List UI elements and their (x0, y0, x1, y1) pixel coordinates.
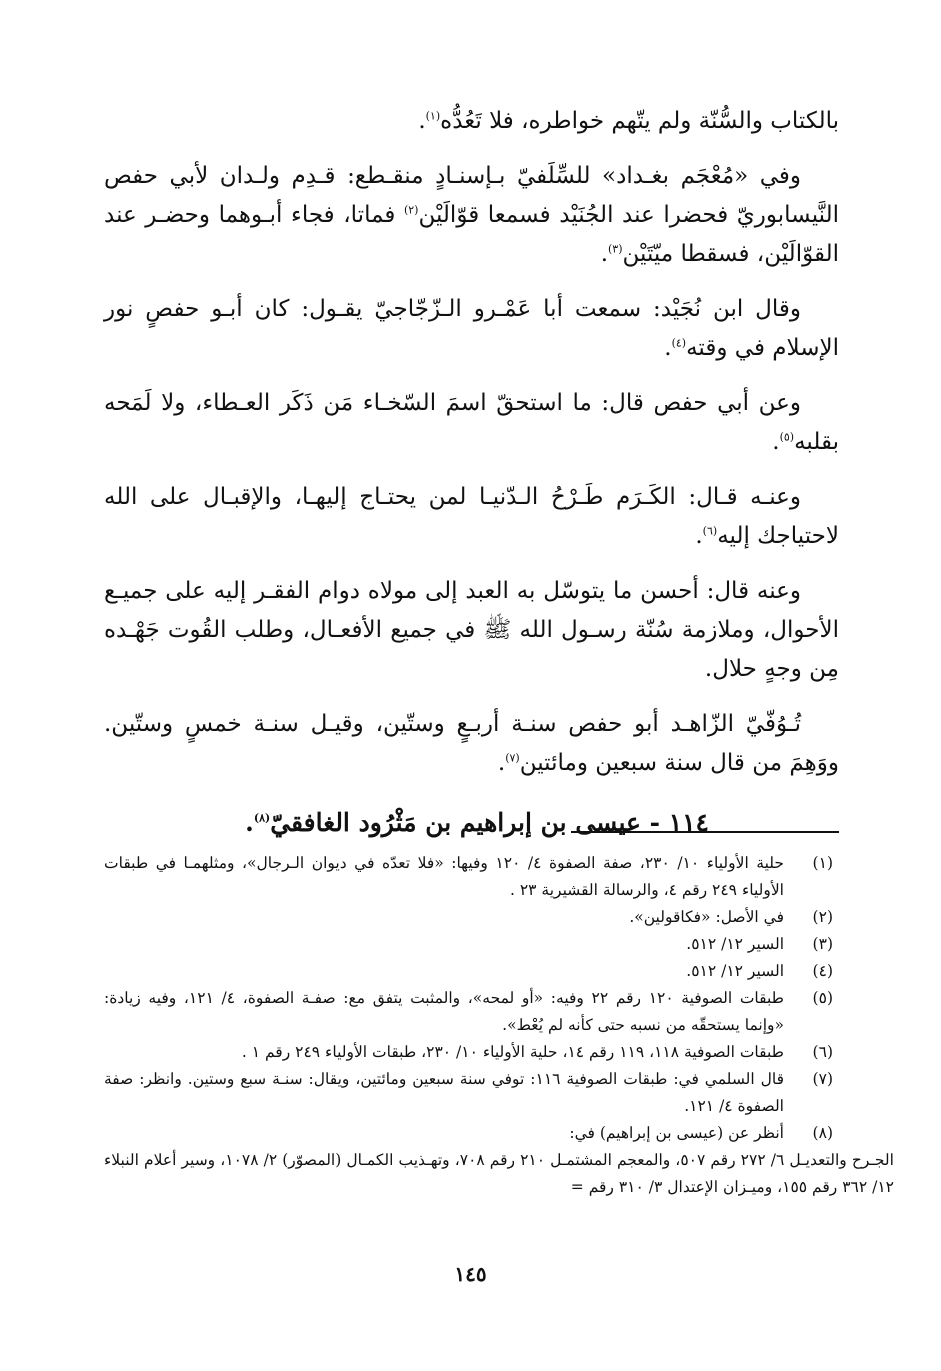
footnote-8-continuation: الجـرح والتعديـل ٦/ ٢٧٢ رقم ٥٠٧، والمعجم المشتمـل ٢١٠ رقم ٧٠٨، وتهـذيب الكمـال (المصوّر) ٢/ ١٠٧٨، وسير أعلام النبلاء ١٢/ ٣٦٢ رقم ١٥٥، وميـزان الإعتدال ٣/ ٣١٠ رقم = (104, 1151, 894, 1196)
paragraph-text: بالكتاب والسُّنّة ولم يتّهم خواطره، فلا تَعُدُّه (440, 108, 839, 134)
page-number: ١٤٥ (454, 1262, 487, 1286)
paragraph-text: وعن أبي حفص قال: ما استحقّ اسمَ السّخـاء مَن ذَكَر العـطاء، ولا لَمَحه بقلبه (104, 390, 839, 455)
paragraph-1 (104, 102, 839, 141)
footnote-text: السير ١٢/ ٥١٢. (686, 935, 784, 953)
paragraph-2 (104, 157, 839, 274)
paragraph-text: تُـوُفّيّ الزّاهـد أبو حفص سنـة أربـعٍ وستّين، وقيـل سنـة خمسٍ وستّين. ووَهِمَ من قال سنة سبعين ومائتين (104, 711, 839, 776)
footnote-7 (104, 1066, 839, 1120)
footnote-number: (١) (812, 854, 833, 872)
footnote-number: (٥) (812, 989, 833, 1007)
footnote-separator-rule (571, 831, 839, 833)
paragraph-text-continued: فماتا، فجاء أبـوهما وحضـر عند القوّالَيْن، فسقطا ميّتَيْن (104, 202, 839, 267)
footnote-number: (٨) (812, 1124, 833, 1142)
paragraph-6 (104, 572, 839, 689)
main-text-block (104, 102, 839, 842)
paragraph-4 (104, 384, 839, 462)
footnote-6 (104, 1039, 839, 1066)
footnote-number: (٣) (812, 935, 833, 953)
paragraph-text: وعنـه قـال: الكَـرَم طَـرْحُ الـدّنيـا لمن يحتـاج إليهـا، والإقبـال على الله لاحتياجك إليه (104, 484, 839, 549)
footnote-ref-1[interactable]: (١) (425, 109, 441, 123)
footnote-number: (٧) (812, 1070, 833, 1088)
paragraph-text: وقال ابن نُجَيْد: سمعت أبا عَمْـرو الـزّجّاجيّ يقـول: كان أبـو حفصٍ نور الإسلام في وقته (104, 296, 839, 361)
entry-heading (104, 803, 839, 842)
footnote-text: أنظر عن (عيسى بن إبراهيم) في: (569, 1124, 784, 1142)
footnote-ref-6[interactable]: (٦) (702, 524, 718, 538)
paragraph-7 (104, 705, 839, 783)
paragraph-period: . (772, 429, 780, 455)
footnote-ref-8[interactable]: (٨) (253, 811, 271, 825)
paragraph-text: وعنه قال: أحسن ما يتوسّل به العبد إلى مولاه دوام الفقـر إليه على جميـع الأحوال، وملازمة سُنّة رسـول الله ﷺ في جميع الأفعـال، وطلب القُوت جَهْـده مِن وجهٍ حلال (104, 578, 839, 682)
footnote-5 (104, 985, 839, 1039)
paragraph-3 (104, 290, 839, 368)
footnote-text: السير ١٢/ ٥١٢. (686, 962, 784, 980)
footnotes-section (104, 850, 894, 1201)
footnote-number: (٦) (812, 1043, 833, 1061)
footnote-text: قال السلمي في: طبقات الصوفية ١١٦: توفي سنة سبعين ومائتين، ويقال: سنـة سبع وستين. وانظر: صفة الصفوة ٤/ ١٢١. (104, 1070, 784, 1115)
footnote-text: في الأصل: «فكاقولين». (629, 908, 784, 926)
footnote-ref-3[interactable]: (٣) (608, 242, 623, 256)
footnote-text: طبقات الصوفية ١٢٠ رقم ٢٢ وفيه: «أو لمحه»، والمثبت يتفق مع: صفـة الصفوة، ٤/ ١٢١، وفيه زيادة: «وإنما يستحقّه من نسبه حتى كأنه لم يُعْط». (104, 989, 784, 1034)
paragraph-period: . (695, 523, 703, 549)
paragraph-text: وفي «مُعْجَم بغـداد» للسِّلَفيّ بـإسنـادٍ منقـطع: قـدِم ولـدان لأبي حفص النَّيسابوريّ فحضرا عند الجُنَيْد فسمعا قوّالَيْن (104, 163, 839, 228)
footnote-ref-7[interactable]: (٧) (505, 751, 520, 765)
footnote-2 (104, 904, 839, 931)
footnote-ref-5[interactable]: (٥) (779, 430, 795, 444)
footnote-text: طبقات الصوفية ١١٨، ١١٩ رقم ١٤، حلية الأولياء ١٠/ ٢٣٠، طبقات الأولياء ٢٤٩ رقم ١ . (241, 1043, 784, 1061)
footnote-1 (104, 850, 839, 904)
entry-heading-period: . (245, 808, 254, 837)
paragraph-period: . (664, 335, 672, 361)
footnote-3 (104, 931, 839, 958)
paragraph-period: . (600, 241, 608, 267)
footnote-4 (104, 958, 839, 985)
paragraph-period: . (497, 750, 506, 776)
footnote-number: (٤) (812, 962, 833, 980)
footnote-ref-4[interactable]: (٤) (671, 336, 687, 350)
footnote-8 (104, 1120, 839, 1147)
footnote-text: حلية الأولياء ١٠/ ٢٣٠، صفة الصفوة ٤/ ١٢٠ وفيها: «فلا تعدّه في ديوان الـرجال»، ومثلهمـا في طبقات الأولياء ٢٤٩ رقم ٤، والرسالة القشيرية ٢٣ . (104, 854, 784, 899)
paragraph-period: . (704, 656, 713, 682)
paragraph-period: . (418, 108, 426, 134)
footnote-ref-2[interactable]: (٢) (403, 203, 419, 217)
paragraph-5 (104, 478, 839, 556)
entry-heading-text: ١١٤ - عيسى بن إبراهيم بن مَثْرُود الغافقيّ (270, 808, 709, 837)
footnote-number: (٢) (812, 908, 833, 926)
